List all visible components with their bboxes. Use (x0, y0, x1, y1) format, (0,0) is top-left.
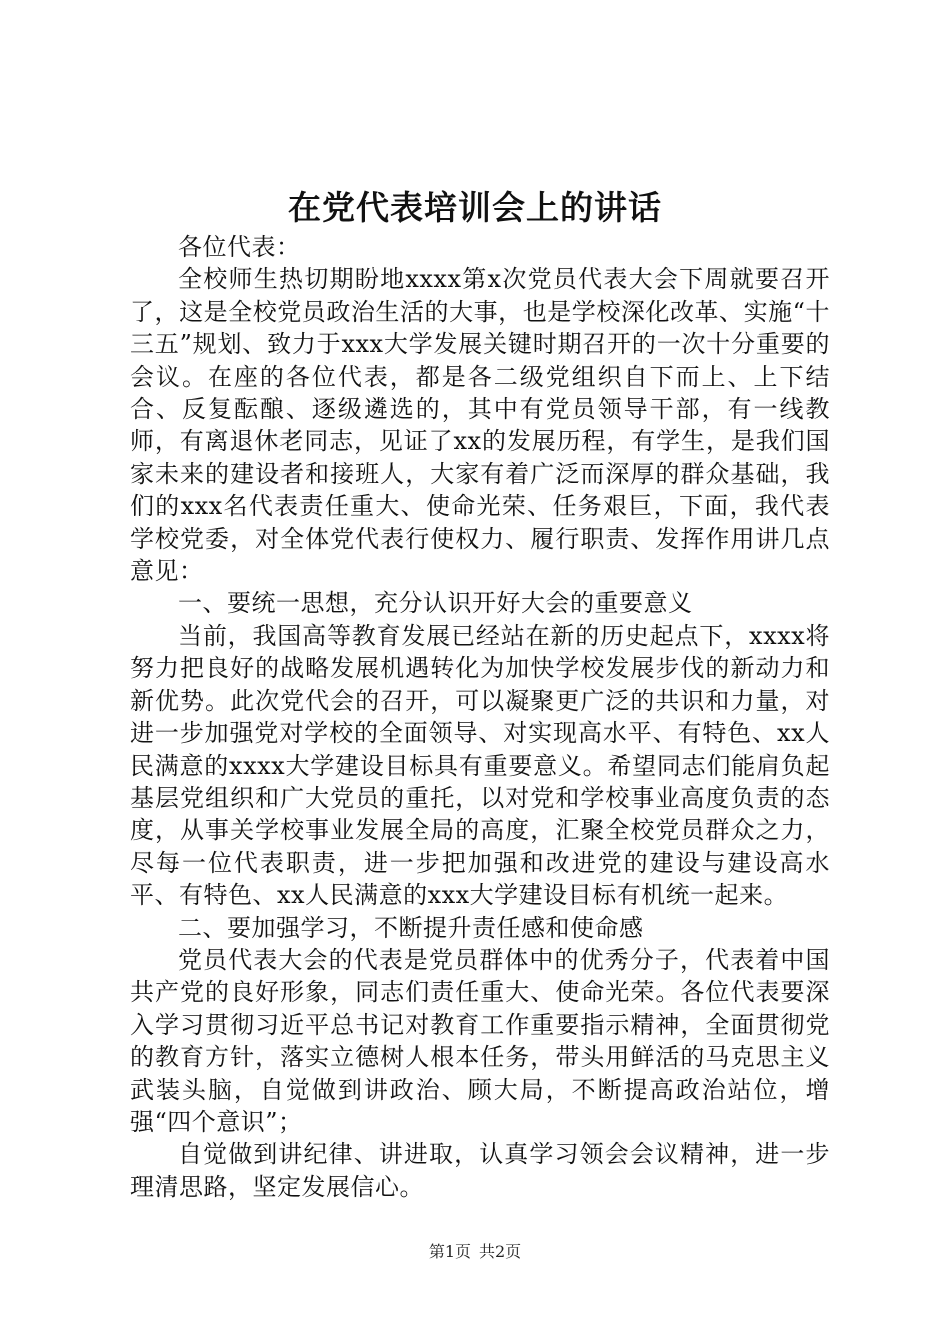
section-heading-2: 二、要加强学习，不断提升责任感和使命感 (178, 913, 644, 942)
page-footer (0, 1241, 950, 1263)
paragraph-section-2: 党员代表大会的代表是党员群体中的优秀分子，代表着中国共产党的良好形象，同志们责任重大、使命光荣。各位代表要深入学习贯彻习近平总书记对教育工作重要指示精神，全面贯彻党的教育方针，落实立德树人根本任务，带头用鲜活的马克思主义武装头脑，自觉做到讲政治、顾大局，不断提高政治站位，增强“四个意识”； (130, 945, 830, 1136)
salutation: 各位代表： (178, 233, 301, 261)
document-title: 在党代表培训会上的讲话 (288, 188, 662, 227)
paragraph-intro: 全校师生热切期盼地xxxx第x次党员代表大会下周就要召开了，这是全校党员政治生活的大事，也是学校深化改革、实施“十三五”规划、致力于xxx大学发展关键时期召开的一次十分重要的会议。在座的各位代表，都是各二级党组织自下而上、上下结合、反复酝酿、逐级遴选的，其中有党员领导干部，有一线教师，有离退休老同志，见证了xx的发展历程，有学生，是我们国家未来的建设者和接班人，大家有着广泛而深厚的群众基础，我们的xxx名代表责任重大、使命光荣、任务艰巨，下面，我代表学校党委，对全体党代表行使权力、履行职责、发挥作用讲几点意见： (130, 265, 830, 586)
page-number: 第1页 (428, 1242, 471, 1261)
document-body (130, 231, 830, 1203)
paragraph-section-1: 当前，我国高等教育发展已经站在新的历史起点下，xxxx将努力把良好的战略发展机遇转化为加快学校发展步伐的新动力和新优势。此次党代会的召开，可以凝聚更广泛的共识和力量，对进一步加强党对学校的全面领导、对实现高水平、有特色、xx人民满意的xxxx大学建设目标具有重要意义。希望同志们能肩负起基层党组织和广大党员的重托，以对党和学校事业高度负责的态度，从事关学校事业发展全局的高度，汇聚全校党员群众之力，尽每一位代表职责，进一步把加强和改进党的建设与建设高水平、有特色、xx人民满意的xxx大学建设目标有机统一起来。 (130, 621, 830, 910)
page-total: 共2页 (479, 1242, 522, 1261)
section-heading-1: 一、要统一思想，充分认识开好大会的重要意义 (178, 589, 693, 618)
paragraph-section-2-cont: 自觉做到讲纪律、讲进取，认真学习领会会议精神，进一步理清思路，坚定发展信心。 (130, 1140, 830, 1201)
